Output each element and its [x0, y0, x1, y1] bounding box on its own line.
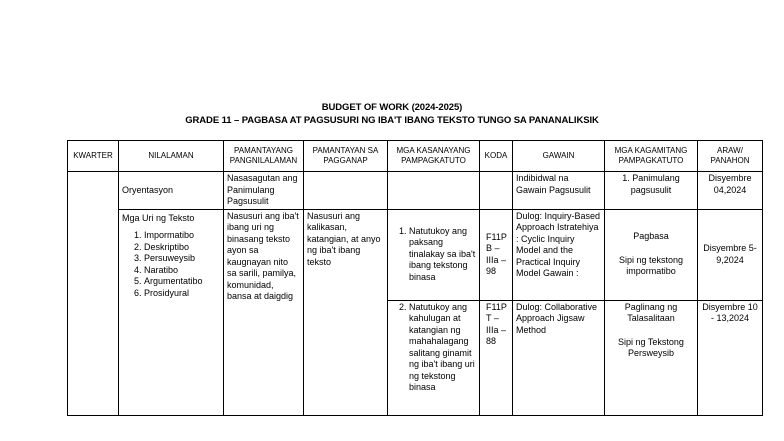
- cell-koda-1: F11P B – IIIa – 98: [480, 209, 513, 300]
- kagamitan-1-sipi: Sipi ng tekstong impormatibo: [618, 254, 684, 277]
- kagamitan-2-sipi: Sipi ng Tekstong Persweysib: [618, 336, 684, 358]
- col-header-kasanayang-pampagkatuto: MGA KASANAYANG PAMPAGKATUTO: [388, 141, 480, 172]
- cell-gawain-2: Dulog: Collaborative Approach Jigsaw Method: [513, 300, 605, 415]
- cell-kasanayan-oryentasyon: [388, 172, 480, 210]
- list-item: 4. Naratibo: [144, 265, 220, 277]
- document-title: BUDGET OF WORK (2024-2025): [321, 102, 463, 113]
- cell-araw-1: Disyembre 5-9,2024: [698, 209, 763, 300]
- cell-kasanayan-1: [388, 209, 480, 300]
- list-item: 5. Argumentatibo: [144, 276, 220, 288]
- col-header-nilalaman: NILALAMAN: [119, 141, 224, 172]
- col-header-kagamitang-pampagkatuto: MGA KAGAMITANG PAMPAGKATUTO: [605, 141, 698, 172]
- col-header-kwarter: KWARTER: [68, 141, 119, 172]
- kasanayan-item-1: 1. Natutukoy ang paksang tinalakay sa iba't ibang tekstong binasa: [409, 226, 476, 284]
- kagamitan-2-item: Paglinang ng Talasalitaan: [624, 301, 678, 323]
- cell-nilalaman-oryentasyon: Oryentasyon: [119, 172, 224, 210]
- cell-gawain-1: Dulog: Inquiry-Based Approach Istratehiya : Cyclic Inquiry Model and the Practical Inquiry Model Gawain :: [513, 209, 605, 300]
- list-item: 2. Deskriptibo: [144, 242, 220, 254]
- cell-koda-2: F11P T – IIIa – 88: [480, 300, 513, 415]
- col-header-pamantayang-pangnilalaman: PAMANTAYANG PANGNILALAMAN: [224, 141, 304, 172]
- nilalaman-uri-title: Mga Uri ng Teksto: [122, 212, 195, 223]
- kasanayan-item-2: 2. Natutukoy ang kahulugan at katangian ng mahahalagang salitang ginamit ng iba't ibang uri ng tekstong binasa: [409, 302, 476, 394]
- uri-ng-teksto-list: [122, 230, 220, 299]
- cell-pamantayang-pangnilalaman-uri: Nasusuri ang iba't ibang uri ng binasang teksto ayon sa kaugnayan nito sa sarili, pamilya, komunidad, bansa at daigdig: [224, 209, 304, 415]
- cell-kasanayan-2: [388, 300, 480, 415]
- cell-kagamitan-oryentasyon: 1. Panimulang pagsusulit: [605, 172, 698, 210]
- cell-koda-oryentasyon: [480, 172, 513, 210]
- cell-nilalaman-uri: [119, 209, 224, 415]
- cell-kagamitan-1: [605, 209, 698, 300]
- table-header-row: [68, 141, 763, 172]
- col-header-pamantayan-sa-pagganap: PAMANTAYAN SA PAGGANAP: [304, 141, 388, 172]
- cell-araw-oryentasyon: Disyembre 04,2024: [698, 172, 763, 210]
- cell-pamantayan-sa-pagganap-uri: Nasusuri ang kalikasan, katangian, at anyo ng iba't ibang teksto: [304, 209, 388, 415]
- col-header-koda: KODA: [480, 141, 513, 172]
- table-row: [68, 172, 763, 210]
- col-header-gawain: GAWAIN: [513, 141, 605, 172]
- cell-pamantayan-sa-pagganap-oryentasyon: [304, 172, 388, 210]
- kwarter-cell: [68, 172, 119, 416]
- budget-of-work-table: [67, 140, 763, 416]
- cell-araw-2: Disyembre 10 - 13,2024: [698, 300, 763, 415]
- col-header-araw-panahon: ARAW/ PANAHON: [698, 141, 763, 172]
- document-subtitle: GRADE 11 – PAGBASA AT PAGSUSURI NG IBA'T IBANG TEKSTO TUNGO SA PANANALIKSIK: [185, 115, 599, 126]
- table-row: [68, 209, 763, 300]
- list-item: 3. Persuweysib: [144, 253, 220, 265]
- list-item: 1. Impormatibo: [144, 230, 220, 242]
- kagamitan-1-item: Pagbasa: [633, 231, 669, 242]
- cell-gawain-oryentasyon: Indibidwal na Gawain Pagsusulit: [513, 172, 605, 210]
- cell-pamantayang-pangnilalaman-oryentasyon: Nasasagutan ang Panimulang Pagsusulit: [224, 172, 304, 210]
- cell-kagamitan-2: [605, 300, 698, 415]
- list-item: 6. Prosidyural: [144, 288, 220, 300]
